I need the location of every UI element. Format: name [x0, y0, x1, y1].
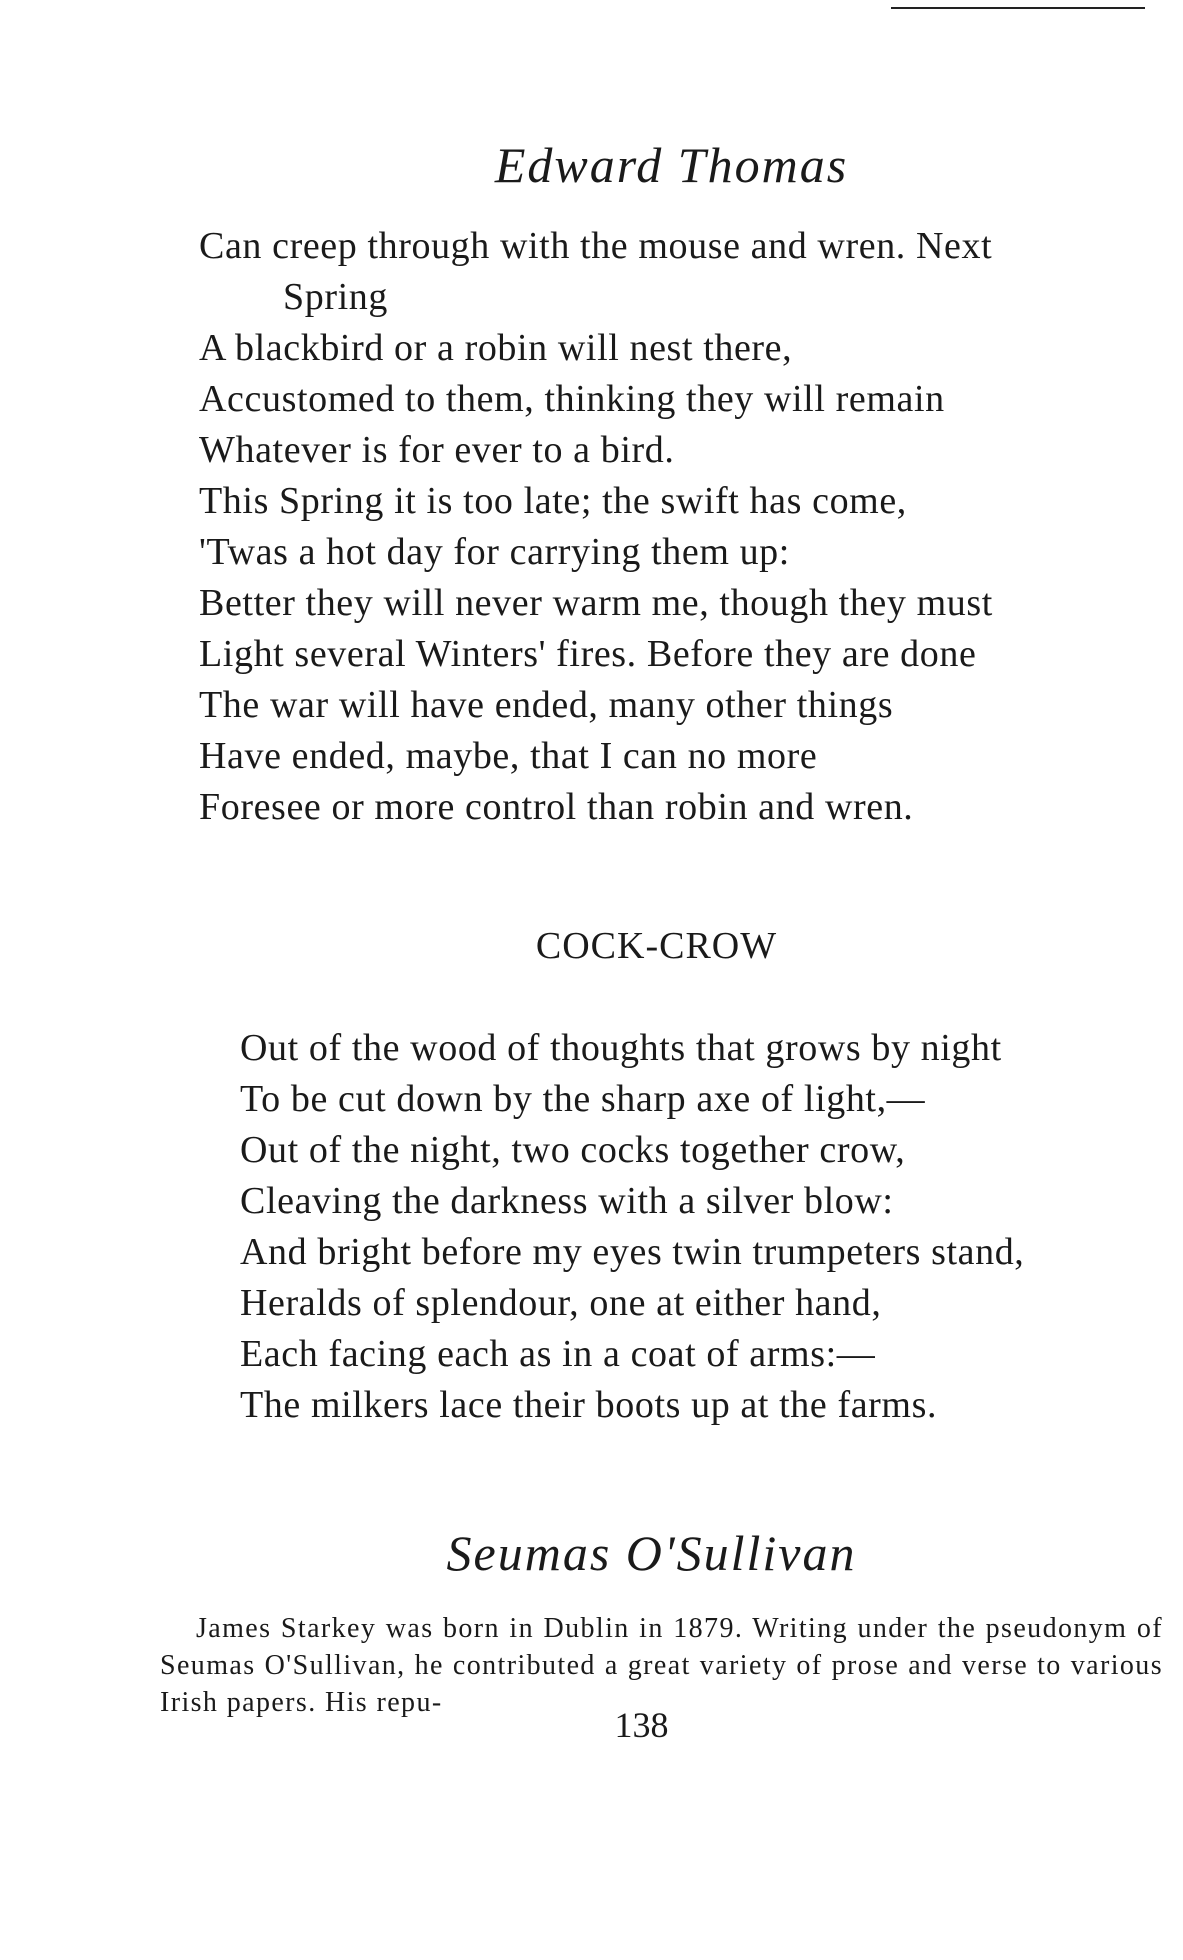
poem-line: Cleaving the darkness with a silver blow:: [240, 1180, 894, 1222]
page-number: 138: [614, 1705, 669, 1745]
poem-line: Whatever is for ever to a bird.: [199, 429, 675, 471]
poem-line: Can creep through with the mouse and wren. Next: [199, 225, 993, 267]
poem-line: Out of the wood of thoughts that grows by night: [240, 1027, 1002, 1069]
poem-title: COCK-CROW: [535, 925, 778, 967]
poem-line: Each facing each as in a coat of arms:—: [240, 1333, 876, 1375]
author-heading: Edward Thomas: [494, 137, 849, 193]
poem-line: A blackbird or a robin will nest there,: [199, 327, 793, 369]
poem-line: Better they will never warm me, though they must: [199, 582, 993, 624]
top-rule: [891, 7, 1145, 9]
poem-line: Have ended, maybe, that I can no more: [199, 735, 818, 777]
poem-line-turnover: Spring: [283, 276, 388, 318]
poem-line: And bright before my eyes twin trumpeters stand,: [240, 1231, 1025, 1273]
poem-cock-crow: [240, 1023, 1024, 1431]
poem-continuation: [199, 221, 993, 833]
poem-line: This Spring it is too late; the swift has come,: [199, 480, 907, 522]
poem-line: To be cut down by the sharp axe of light,—: [240, 1078, 926, 1120]
poem-line: Accustomed to them, thinking they will remain: [199, 378, 945, 420]
next-author-heading: Seumas O'Sullivan: [446, 1525, 857, 1581]
biography-text: James Starkey was born in Dublin in 1879. Writing under the pseudonym of Seumas O'Sullivan, he contributed a great variety of prose and verse to various Irish papers. His repu-: [160, 1613, 1163, 1718]
poem-line: The milkers lace their boots up at the farms.: [240, 1384, 938, 1426]
poem-line: Light several Winters' fires. Before they are done: [199, 633, 977, 675]
poem-line: Heralds of splendour, one at either hand,: [240, 1282, 882, 1324]
poem-line: The war will have ended, many other things: [199, 684, 894, 726]
poem-line: Out of the night, two cocks together crow,: [240, 1129, 906, 1171]
poem-line: 'Twas a hot day for carrying them up:: [199, 531, 790, 573]
poem-line: Foresee or more control than robin and wren.: [199, 786, 914, 828]
